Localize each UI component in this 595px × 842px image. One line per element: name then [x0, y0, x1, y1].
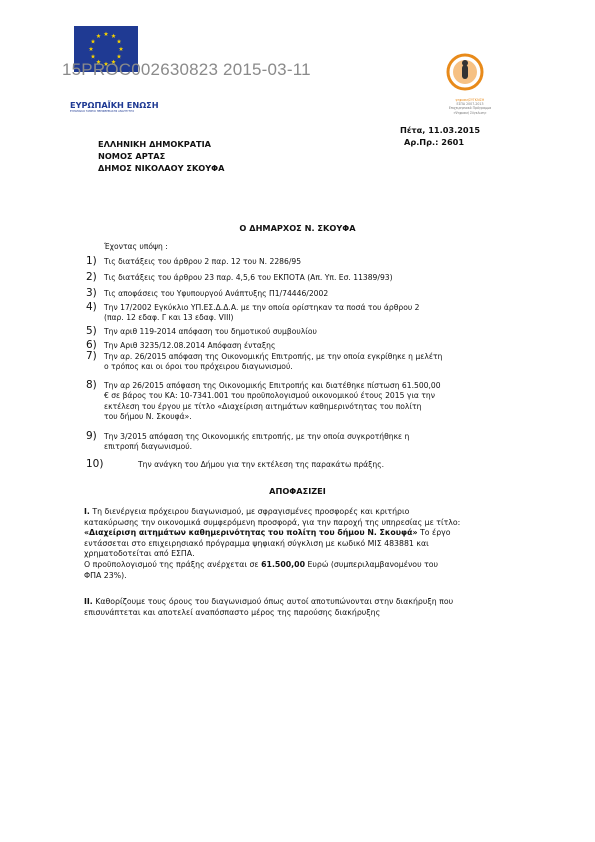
list-item-line: Την αρ. 26/2015 απόφαση της Οικονομικής Επιτροπής, με την οποία εγκρίθηκε η μελέτη: [104, 352, 443, 361]
list-item-line: Την 3/2015 απόφαση της Οικονομικής επιτροπής, με την οποία συγκροτήθηκε η: [104, 432, 410, 441]
section-1-line: [84, 507, 506, 518]
budget-line2: ΦΠΑ 23%).: [84, 570, 127, 580]
list-item-number: 3): [86, 287, 97, 299]
section-1-line: [84, 528, 506, 539]
right-logo-line4: «Ψηφιακή Σύγκλιση»: [453, 110, 487, 115]
section-2-label: ΙΙ.: [84, 597, 93, 606]
list-item-number: 8): [86, 379, 97, 391]
list-item: [104, 381, 498, 422]
list-item-line: [104, 402, 498, 412]
list-item-line: Την αριθ 119-2014 απόφαση του δημοτικού συμβουλίου: [104, 327, 317, 336]
list-item: [104, 327, 498, 337]
issuer-block: [98, 138, 224, 174]
intro-text: Έχοντας υπόψη :: [104, 242, 168, 251]
list-item-line: Την ανάγκη του Δήμου για την εκτέλεση της παρακάτω πράξης.: [138, 460, 385, 469]
list-item-line: Τις διατάξεις του άρθρου 2 παρ. 12 του Ν. 2286/95: [104, 257, 302, 266]
list-item: [138, 460, 498, 470]
list-item: [104, 341, 498, 351]
list-item-number: 6): [86, 339, 97, 351]
list-item-number: 1): [86, 255, 97, 267]
list-item-number: 5): [86, 325, 97, 337]
decides-heading: ΑΠΟΦΑΣΙΖΕΙ: [269, 486, 326, 496]
list-item: [104, 273, 498, 283]
document-title: Ο ΔΗΜΑΡΧΟΣ Ν. ΣΚΟΥΦΑ: [239, 223, 356, 233]
section-1-line4: εντάσσεται στο επιχειρησιακό πρόγραμμα ψηφιακή σύγκλιση με κωδικό ΜΙΣ 483881 και: [84, 538, 429, 548]
section-1-line1: Τη διενέργεια πρόχειρου διαγωνισμού, με σφραγισμένες προσφορές και κριτήριο: [92, 507, 410, 516]
list-item-line: επιτροπή διαγωνισμού.: [104, 442, 193, 452]
eu-flag-icon: [70, 24, 142, 92]
list-item-line: ο τρόπος και οι όροι του πρόχειρου διαγωνισμού.: [104, 362, 293, 372]
list-item-line: Τις διατάξεις του άρθρου 23 παρ. 4,5,6 του ΕΚΠΟΤΑ (Απ. Υπ. Εσ. 11389/93): [104, 273, 393, 282]
budget-amount: 61.500,00: [261, 559, 305, 569]
section-1-line2: κατακύρωσης την οικονομικά συμφερόμενη προσφορά, για την παροχή της υπηρεσίας με τίτλο:: [84, 517, 461, 527]
right-logo-line2: ΕΣΠΑ 2007-2013: [456, 102, 484, 107]
section-2-line: [84, 597, 506, 608]
list-item: [104, 289, 498, 299]
list-item-line: € σε βάρος του ΚΑ: 10-7341.001 του προϋπολογισμού οικονομικού έτους 2015 για την: [104, 391, 435, 401]
list-item: [104, 303, 498, 324]
right-logo-text: [440, 98, 500, 115]
protocol-number: Αρ.Πρ.: 2601: [404, 137, 465, 147]
list-item: [104, 257, 498, 267]
issuer-line: ΕΛΛΗΝΙΚΗ ΔΗΜΟΚΡΑΤΙΑ: [98, 139, 212, 149]
list-item-number: 9): [86, 430, 97, 442]
section-1-label: Ι.: [84, 507, 90, 516]
document-stamp: 15PROC002630823 2015-03-11: [62, 60, 311, 79]
right-logo-line3: Επιχειρησιακό Πρόγραμμα: [448, 106, 492, 111]
section-2-line2: επισυνάπτεται και αποτελεί αναπόσπαστο μέρος της παρούσης διακήρυξης: [84, 607, 381, 617]
list-item-number: 2): [86, 271, 97, 283]
list-item-line: (παρ. 12 εδαφ. Γ και 13 εδαφ. VIII): [104, 313, 234, 323]
list-item: [104, 432, 498, 453]
list-item-number: 4): [86, 301, 97, 313]
eu-flag-logo: [70, 24, 142, 92]
list-item-line: Την αρ 26/2015 απόφαση της Οικονομικής Επιτροπής και διατέθηκε πίστωση 61.500,00: [104, 381, 441, 390]
section-1-line5: χρηματοδοτείται από ΕΣΠΑ.: [84, 549, 195, 559]
section-2-line1: Καθορίζουμε τους όρους του διαγωνισμού όπως αυτοί αποτυπώνονται στην διακήρυξη που: [92, 597, 454, 606]
place-date: Πέτα, 11.03.2015: [400, 125, 481, 135]
issuer-line: ΝΟΜΟΣ ΑΡΤΑΣ: [98, 151, 166, 161]
project-title: «Διαχείριση αιτημάτων καθημερινότητας του πολίτη του δήμου Ν. Σκουφά»: [84, 528, 418, 538]
section-1-line3-rest: Το έργο: [417, 528, 451, 538]
digital-convergence-icon: [440, 52, 490, 96]
right-logo-line1: ψηφιακήΣΥΓΚΛΙΣΗ: [455, 98, 485, 102]
list-item-line: Τις αποφάσεις του Υφυπουργού Ανάπτυξης Π1/74446/2002: [104, 289, 329, 298]
list-item-number: 10): [86, 458, 104, 470]
list-item-number: 7): [86, 350, 97, 362]
list-item: [104, 352, 498, 373]
list-item-line: Την 17/2002 Εγκύκλιο ΥΠ.ΕΣ.Δ.Δ.Α. με την οποία ορίστηκαν τα ποσά του άρθρου 2: [104, 303, 420, 312]
section-1: [84, 507, 506, 581]
section-2: [84, 597, 506, 618]
eu-sublabel: ΕΥΡΩΠΑΪΚΟ ΤΑΜΕΙΟ ΠΕΡΙΦΕΡΕΙΑΚΗΣ ΑΝΑΠΤΥΞΗΣ: [70, 110, 134, 113]
issuer-line: ΔΗΜΟΣ ΝΙΚΟΛΑΟΥ ΣΚΟΥΦΑ: [98, 163, 225, 173]
digital-convergence-logo: [440, 52, 490, 96]
eu-label: ΕΥΡΩΠΑΪΚΗ ΕΝΩΣΗ: [70, 100, 159, 110]
list-item-line-part: εκτέλεση του έργου με τίτλο «Διαχείριση αιτημάτων καθημερινότητας του πολίτη: [104, 401, 422, 411]
list-item-line: Την Αριθ 3235/12.08.2014 Απόφαση ένταξης: [104, 341, 276, 350]
budget-line: [84, 560, 506, 571]
list-item-line: του δήμου Ν. Σκουφά».: [104, 411, 192, 421]
budget-post: Ευρώ (συμπεριλαμβανομένου του: [305, 559, 439, 569]
budget-pre: Ο προϋπολογισμού της πράξης ανέρχεται σε: [84, 559, 262, 569]
